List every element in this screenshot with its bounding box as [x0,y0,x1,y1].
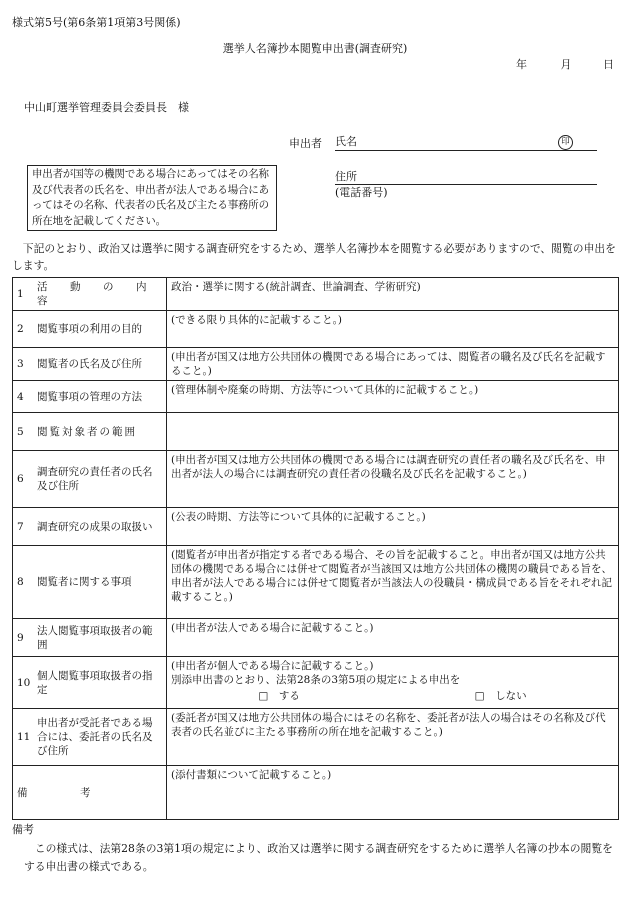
intro-paragraph: 下記のとおり、政治又は選挙に関する調査研究をするため、選挙人名簿抄本を閲覧する必要がありますので、閲覧の申出をします。 [12,242,616,272]
row-label: 6 調査研究の責任者の氏名及び住所 [13,451,167,508]
address-label: 住所 [335,170,357,183]
form-number: 様式第5号(第6条第1項第3号関係) [12,16,181,29]
row-label: 3 閲覧者の氏名及び住所 [13,348,167,381]
footer-remarks-label: 備考 [12,823,34,836]
purpose-field[interactable]: (できる限り具体的に記載すること。) [167,311,619,348]
table-row [13,278,619,311]
target-range-field[interactable] [167,413,619,451]
consignor-field[interactable]: (委託者が国又は地方公共団体の場合にはその名称を、委託者が法人の場合はその名称及び代表者の氏名並びに主たる事務所の所在地を記載すること。) [167,709,619,766]
application-table [12,277,619,820]
table-row [13,381,619,413]
management-method-field[interactable]: (管理体制や廃棄の時期、方法等について具体的に記載すること。) [167,381,619,413]
table-row [13,311,619,348]
activity-content-field[interactable]: 政治・選挙に関する(統計調査、世論調査、学術研究) [167,278,619,311]
row-label: 1 活 動 の 内 容 [13,278,167,311]
table-row [13,709,619,766]
table-row [13,348,619,381]
instruction-note-box: 申出者が国等の機関である場合にあってはその名称及び代表者の氏名を、申出者が法人である場合にあってはその名称、代表者の氏名及び主たる事務所の所在地を記載してください。 [27,165,277,231]
row-label: 8 閲覧者に関する事項 [13,546,167,619]
table-row [13,657,619,709]
individual-handler-note: (申出者が個人である場合に記載すること。) [171,660,374,672]
table-row [13,451,619,508]
viewer-matters-field[interactable]: (閲覧者が申出者が指定する者である場合、その旨を記載すること。申出者が国又は地方公共団体の機関である場合には併せて閲覧者が当該国又は地方公共団体の機関の職員である旨を、申出者が法人である場合には併せて閲覧者が当該法人の役職員・構成員である旨をそれぞれ記載すること。) [167,546,619,619]
applicant-address-field[interactable] [335,170,597,185]
researcher-field[interactable]: (申出者が国又は地方公共団体の機関である場合には調査研究の責任者の職名及び氏名を、申出者が法人の場合には調査研究の責任者の役職名及び氏名を記載すること。) [167,451,619,508]
table-row [13,413,619,451]
corporate-handler-field[interactable]: (申出者が法人である場合に記載すること。) [167,619,619,657]
applicant-name-field[interactable] [335,135,597,151]
remarks-field[interactable]: (添付書類について記載すること。) [167,766,619,820]
individual-handler-sub: 別添申出書のとおり、法第28条の3第5項の規定による申出を [171,674,461,686]
name-label: 氏名 [335,135,357,148]
row-label: 9 法人閲覧事項取扱者の範囲 [13,619,167,657]
table-row [13,619,619,657]
applicant-label: 申出者 [289,137,322,150]
addressee: 中山町選挙管理委員会委員長 様 [24,101,189,114]
seal-mark: 印 [558,135,573,150]
row-label: 4 閲覧事項の管理の方法 [13,381,167,413]
row-label: 2 閲覧事項の利用の目的 [13,311,167,348]
viewer-name-address-field[interactable]: (申出者が国又は地方公共団体の機関である場合にあっては、閲覧者の職名及び氏名を記載すること。) [167,348,619,381]
date-day-label: 日 [603,58,614,71]
option-no-checkbox[interactable]: □ しない [474,690,527,702]
option-yes-checkbox[interactable]: □ する [258,690,300,702]
date-year-label: 年 [516,58,527,71]
row-label: 10 個人閲覧事項取扱者の指定 [13,657,167,709]
table-row [13,546,619,619]
date-month-label: 月 [560,58,572,71]
individual-handler-field[interactable] [167,657,619,709]
footer-remarks-text: この様式は、法第28条の3第1項の規定により、政治又は選挙に関する調査研究をするために選挙人名簿の抄本の閲覧をする申出書の様式である。 [24,842,613,873]
table-row [13,508,619,546]
row-label: 5 閲覧対象者の範囲 [13,413,167,451]
results-handling-field[interactable]: (公表の時期、方法等について具体的に記載すること。) [167,508,619,546]
row-label: 7 調査研究の成果の取扱い [13,508,167,546]
date-row [490,58,614,73]
form-title: 選挙人名簿抄本閲覧申出書(調査研究) [222,42,408,55]
row-label: 11 申出者が受託者である場合には、委託者の氏名及び住所 [13,709,167,766]
table-row [13,766,619,820]
phone-label: (電話番号) [335,186,388,199]
row-label: 備 考 [13,766,167,820]
